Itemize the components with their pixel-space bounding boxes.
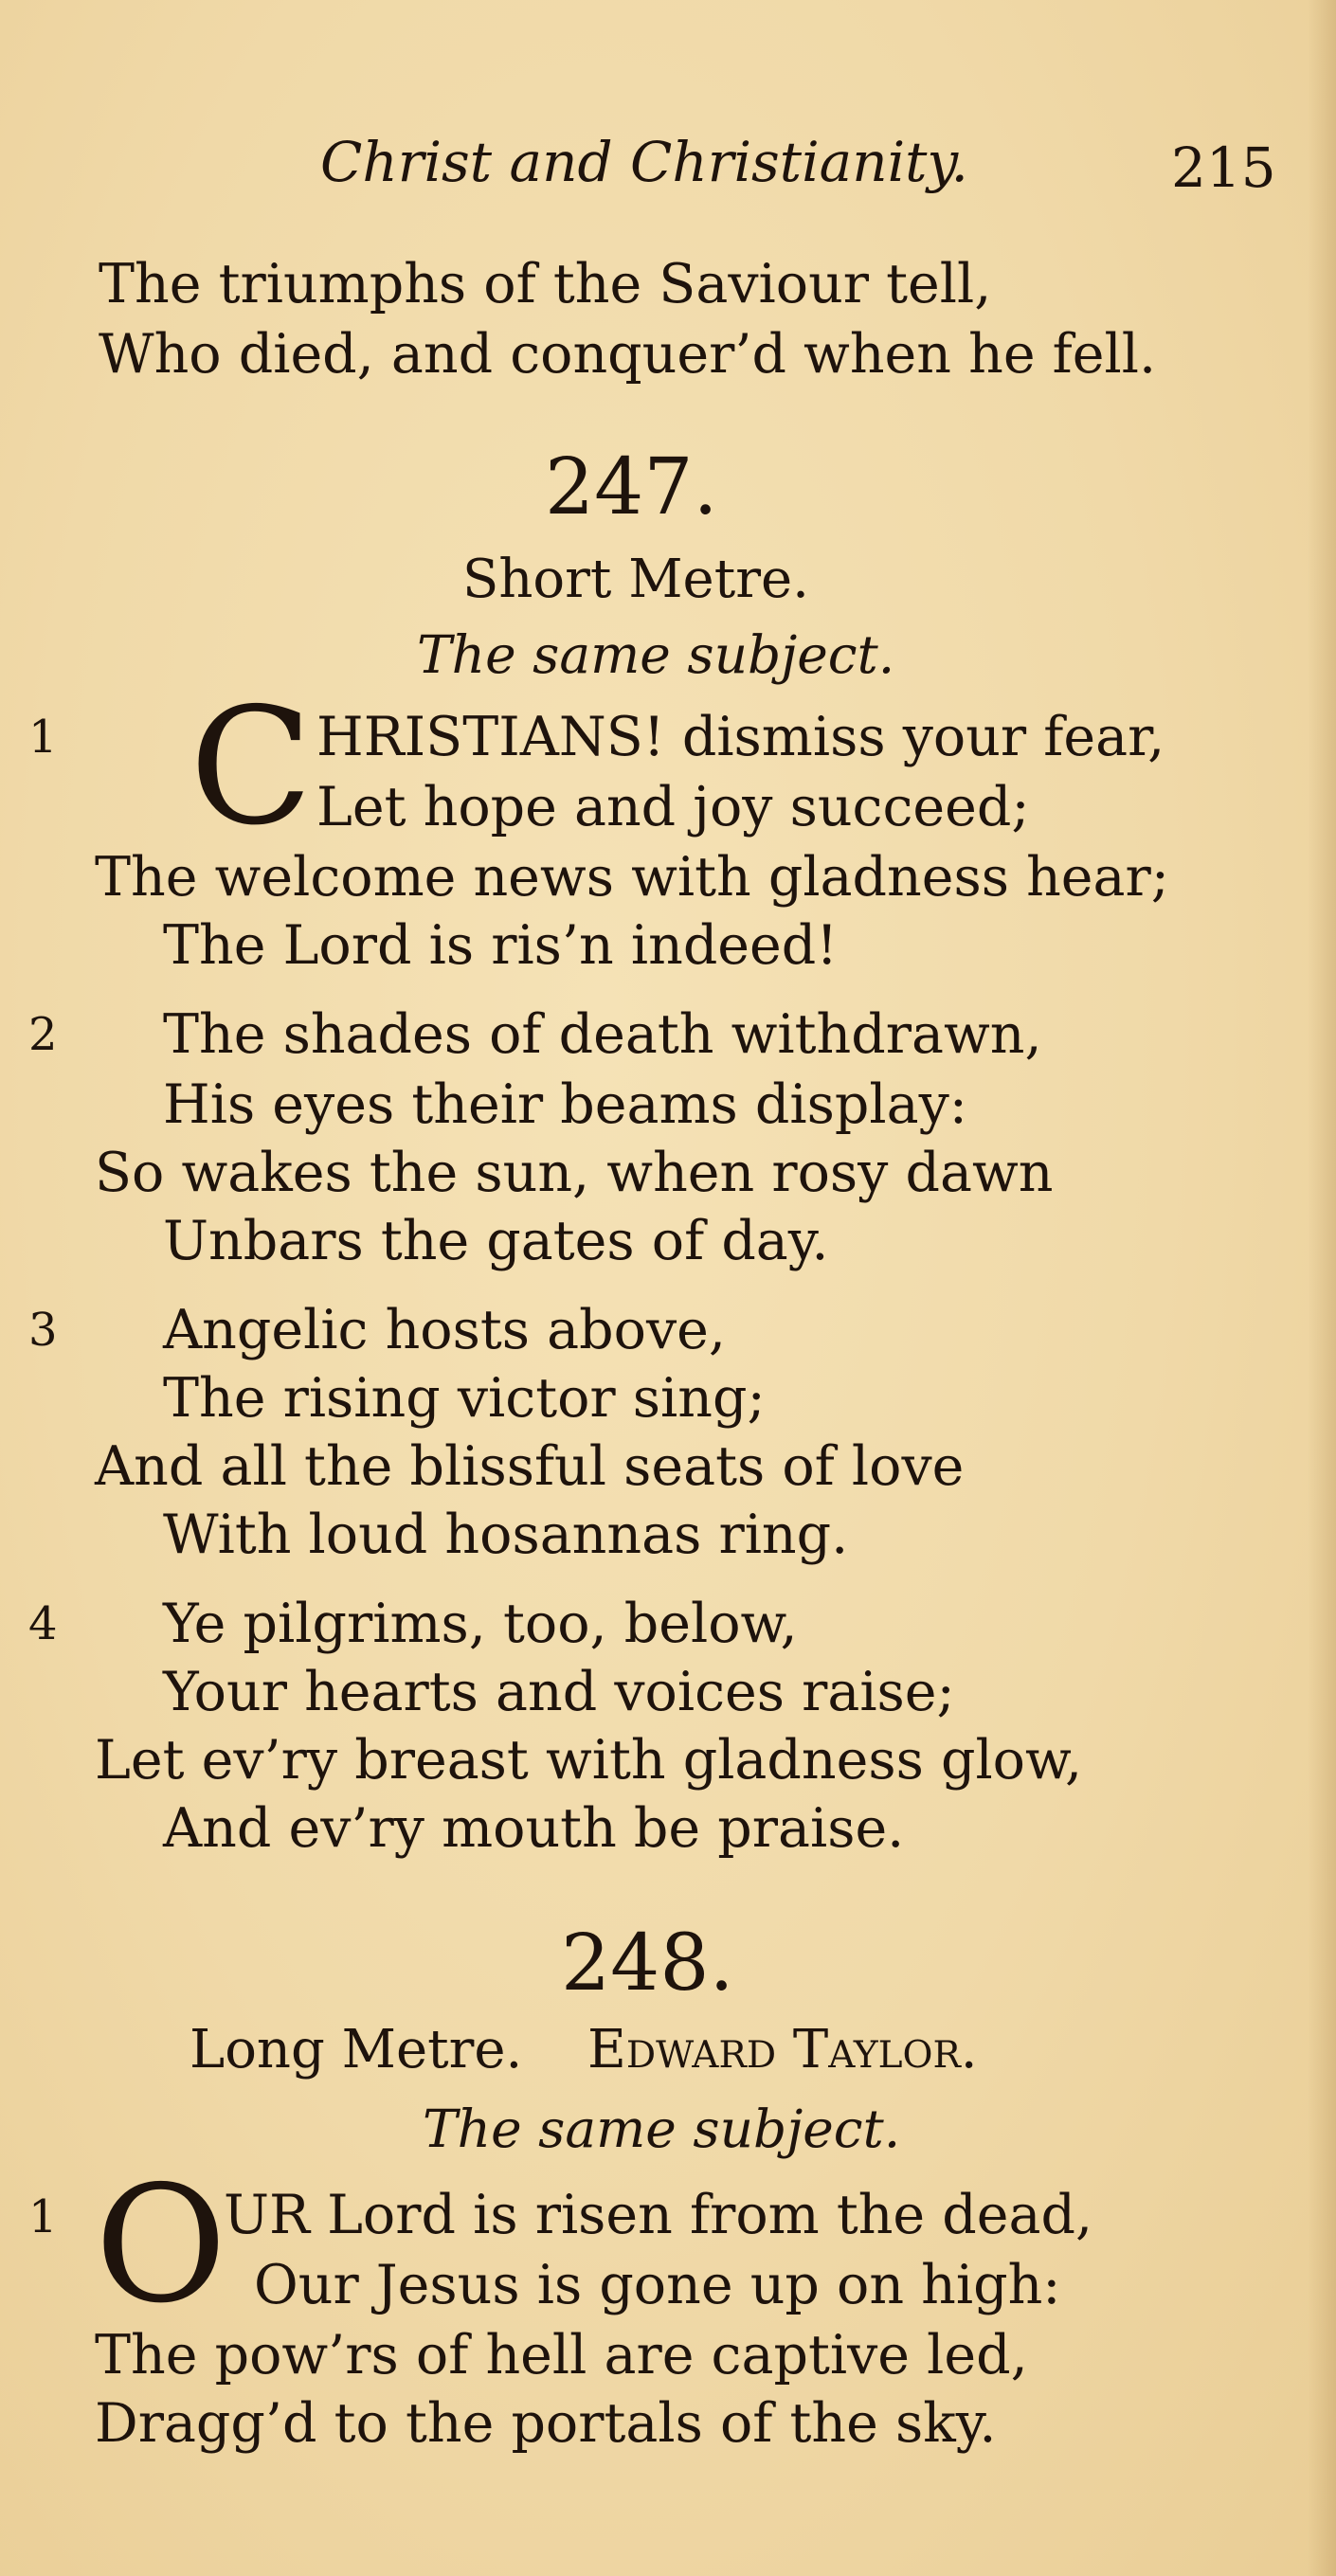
stanza-number: 1 [28,2190,58,2243]
verse-line: UR Lord is risen from the dead, [224,2184,1093,2246]
verse-line: With loud hosannas ring. [163,1504,849,1566]
verse-line: HRISTIANS! dismiss your fear, [316,706,1165,768]
verse-line: The welcome news with gladness hear; [95,846,1169,909]
verse-line: And all the blissful seats of love [95,1435,965,1498]
verse-line: The rising victor sing; [163,1367,766,1430]
continuation-line-1: The triumphs of the Saviour tell, [99,253,992,315]
hymn-subject: The same subject. [423,2099,901,2159]
verse-line: Our Jesus is gone up on high: [254,2254,1061,2316]
stanza-number: 3 [28,1304,58,1357]
verse-line: Let ev’ry breast with gladness glow, [95,1729,1083,1792]
hymn-number: 247. [545,442,718,532]
hymn-metre: Short Metre. [462,549,809,610]
verse-line: Your hearts and voices raise; [163,1661,955,1723]
verse-line: The shades of death withdrawn, [163,1003,1042,1066]
stanza-number: 1 [28,711,58,764]
hymn-number: 248. [561,1918,734,2009]
stanza-number: 4 [28,1597,58,1650]
verse-line: Unbars the gates of day. [163,1210,829,1272]
verse-line: The pow’rs of hell are captive led, [95,2324,1028,2387]
verse-line: Angelic hosts above, [163,1299,726,1361]
page-number: 215 [1171,135,1276,200]
page-edge-shadow [1308,0,1336,2576]
verse-line: And ev’ry mouth be praise. [163,1797,905,1860]
running-title: Christ and Christianity. [320,130,968,194]
hymn-author: Edward Taylor. [587,2019,978,2081]
verse-line: The Lord is ris’n indeed! [163,914,839,977]
verse-line: His eyes their beams display: [163,1073,967,1136]
continuation-line-2: Who died, and conquer’d when he fell. [99,323,1157,386]
drop-cap: C [190,674,314,861]
hymn-metre: Long Metre. [190,2019,523,2081]
hymn-subject: The same subject. [417,624,895,685]
verse-line: So wakes the sun, when rosy dawn [95,1142,1054,1204]
stanza-number: 2 [28,1008,58,1061]
verse-line: Ye pilgrims, too, below, [163,1593,798,1655]
drop-cap: O [95,2152,227,2339]
verse-line: Let hope and joy succeed; [316,776,1030,838]
verse-line: Dragg’d to the portals of the sky. [95,2392,997,2455]
